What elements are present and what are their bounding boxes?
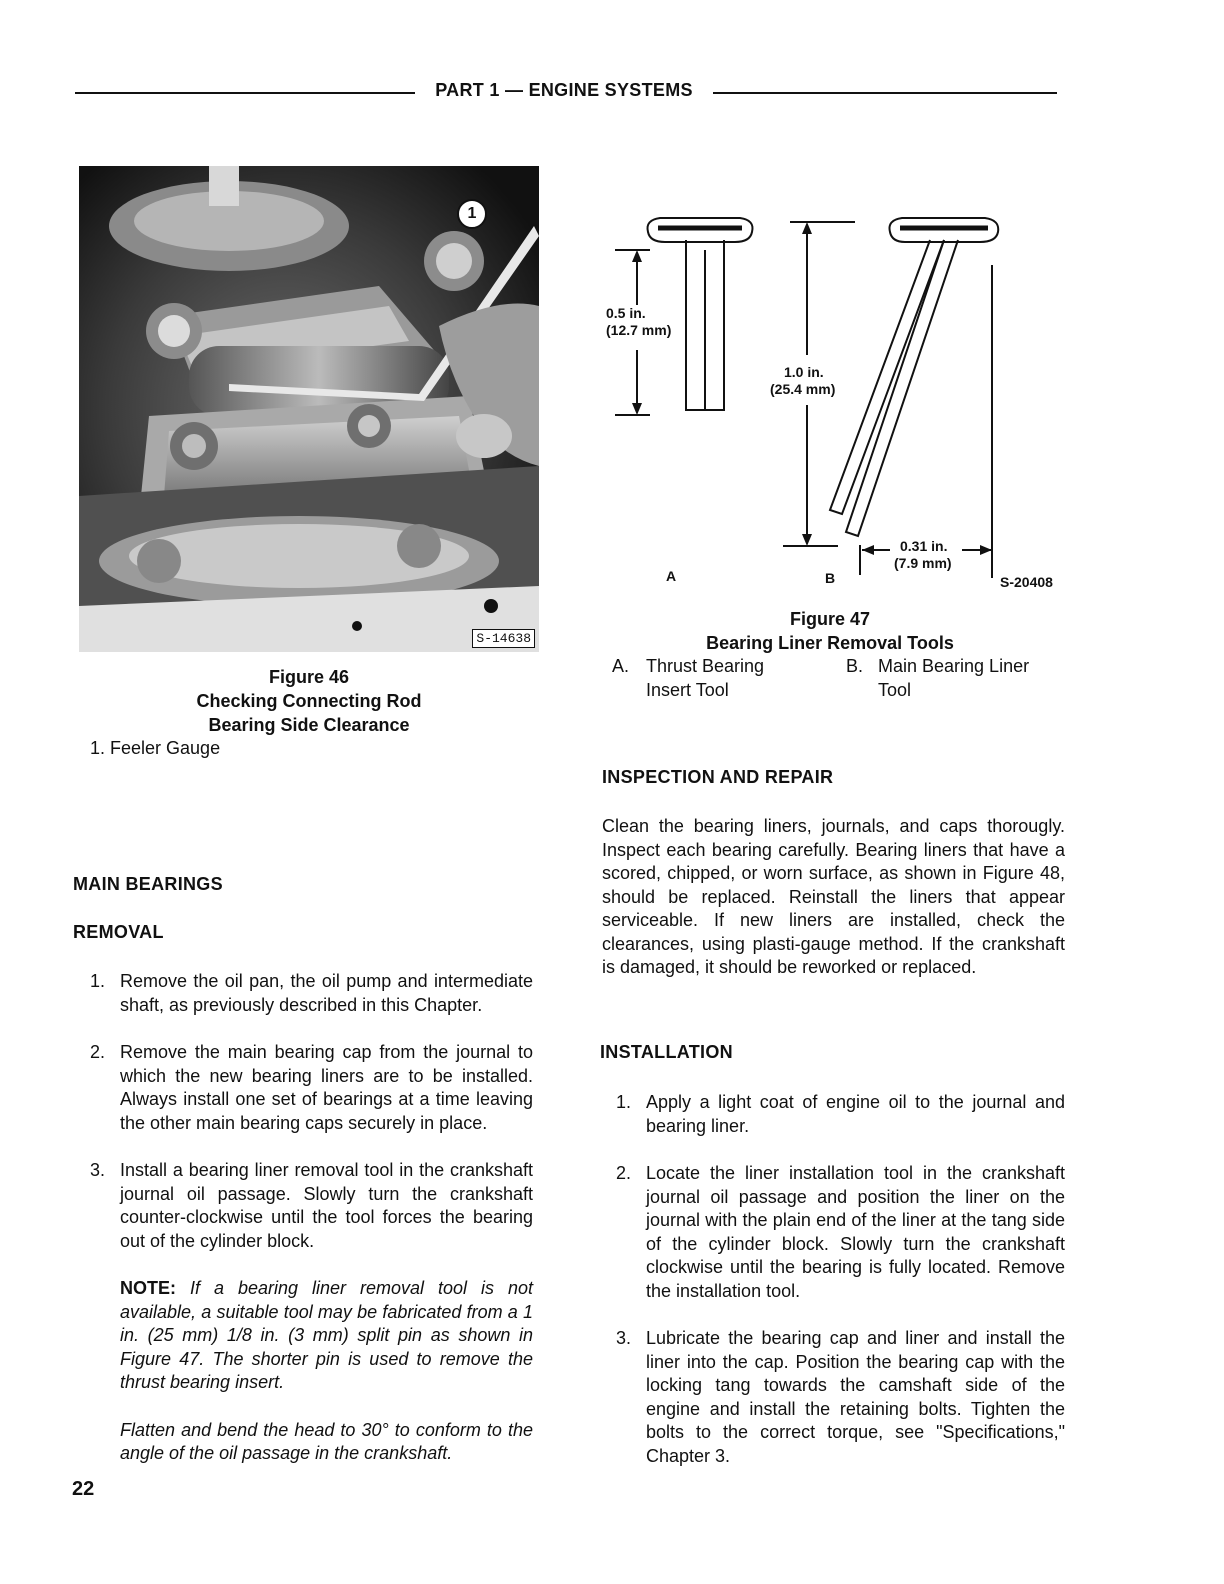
dimension-c-mm: (7.9 mm) — [894, 555, 952, 571]
removal-step-2 — [90, 1041, 533, 1135]
figure-46-photo — [79, 166, 539, 652]
legend-b-line1: Main Bearing Liner — [878, 656, 1030, 676]
legend-b-line2: Tool — [878, 680, 912, 700]
legend-a-line2: Insert Tool — [646, 680, 729, 700]
legend-b-letter: B. — [846, 656, 864, 676]
heading-main-bearings: MAIN BEARINGS — [73, 874, 223, 894]
removal-step-1-text: Remove the oil pan, the oil pump and intermediate shaft, as previously described in this Chapter. — [120, 971, 533, 1015]
installation-step-1-number: 1. — [616, 1092, 632, 1112]
installation-step-1 — [616, 1091, 1065, 1138]
figure-46-caption — [79, 665, 539, 737]
installation-step-2 — [616, 1162, 1065, 1303]
note-text: If a bearing liner removal tool is not available, a suitable tool may be fabricated from a 1 in. (25 mm) 1/8 in. (3 mm) split pin as shown in Figure 47. The shorter pin is used to remove the thrust bearing insert. — [120, 1278, 533, 1392]
header-title: PART 1 — ENGINE SYSTEMS — [435, 80, 693, 100]
figure-47-number: Figure 47 — [789, 609, 871, 629]
dimension-a-mm: (12.7 mm) — [606, 322, 672, 338]
removal-step-2-text: Remove the main bearing cap from the journal to which the new bearing liners are to be installed. Always install one set of bearings at a time leaving the other main bearing caps securely in place. — [120, 1042, 533, 1133]
figure-47-title: Bearing Liner Removal Tools — [706, 633, 954, 653]
figure-46-title-line1: Checking Connecting Rod — [196, 691, 422, 711]
note-text-2: Flatten and bend the head to 30° to conform to the angle of the oil passage in the crankshaft. — [120, 1419, 533, 1463]
removal-step-1 — [90, 970, 533, 1017]
installation-step-1-text: Apply a light coat of engine oil to the journal and bearing liner. — [646, 1092, 1065, 1136]
removal-step-2-number: 2. — [90, 1042, 106, 1062]
dimension-a-label — [606, 305, 671, 339]
drawing-47-id-label: S-20408 — [1000, 574, 1053, 590]
installation-steps — [616, 1091, 1065, 1468]
tool-b-label: B — [825, 570, 836, 586]
note-paragraph — [90, 1277, 533, 1395]
dimension-b-label — [770, 364, 835, 398]
removal-step-3-text: Install a bearing liner removal tool in the crankshaft journal oil passage. Slowly turn the crankshaft counter-clockwise until the tool forces the bearing out of the cylinder block. — [120, 1160, 533, 1251]
dimension-c-inches: 0.31 in. — [900, 538, 948, 554]
figure-47-drawing — [600, 210, 1070, 595]
page-number: 22 — [72, 1478, 95, 1500]
figure-46-title-line2: Bearing Side Clearance — [208, 715, 410, 735]
removal-step-1-number: 1. — [90, 971, 106, 991]
engine-bearing-photo-illustration — [79, 166, 539, 652]
installation-step-2-number: 2. — [616, 1163, 632, 1183]
dimension-b-mm: (25.4 mm) — [770, 381, 836, 397]
installation-step-3-number: 3. — [616, 1328, 632, 1348]
running-header — [75, 80, 1057, 104]
callout-1-marker — [457, 199, 487, 229]
header-rule-right — [713, 92, 1057, 94]
dimension-b-inches: 1.0 in. — [784, 364, 824, 380]
note-label: NOTE: — [120, 1278, 176, 1298]
removal-step-3-number: 3. — [90, 1160, 106, 1180]
removal-steps — [90, 970, 533, 1466]
installation-step-2-text: Locate the liner installation tool in the crankshaft journal oil passage and position the liner on the journal with the plain end of the liner at the tang side of the cylinder block. Slowly turn the crankshaft clockwise until the bearing is fully located. Remove the installation tool. — [646, 1163, 1065, 1301]
figure-47-caption — [610, 607, 1050, 655]
legend-a-letter: A. — [612, 656, 630, 676]
header-rule-left — [75, 92, 415, 94]
dimension-c-label — [894, 538, 952, 572]
removal-step-3 — [90, 1159, 533, 1253]
tool-a-label: A — [666, 568, 677, 584]
installation-step-3-text: Lubricate the bearing cap and liner and install the liner into the cap. Position the bearing cap with the locking tang towards the camshaft side of the engine and install the retaining bolts. Tighten the bolts to the correct torque, see "Specifications," Chapter 3. — [646, 1328, 1065, 1466]
figure-46-legend: 1. Feeler Gauge — [90, 738, 221, 758]
dimension-a-inches: 0.5 in. — [606, 305, 646, 321]
callout-1-label: 1 — [467, 205, 477, 222]
legend-a-line1: Thrust Bearing — [646, 656, 765, 676]
heading-inspection-repair: INSPECTION AND REPAIR — [602, 767, 834, 787]
inspection-paragraph: Clean the bearing liners, journals, and caps thorougly. Inspect each bearing carefully. Bearing liners that have a scored, chipped, or worn surface, as shown in Figure 48, should be replaced. Reinstall the liners that appear serviceable. If new liners are installed, check the clearances, using plasti-gauge method. If the crankshaft is damaged, it should be reworked or replaced. — [602, 816, 1065, 977]
installation-step-3 — [616, 1327, 1065, 1468]
figure-46-number: Figure 46 — [268, 667, 350, 687]
heading-removal: REMOVAL — [73, 922, 164, 942]
photo-46-id-label: S-14638 — [472, 629, 535, 648]
heading-installation: INSTALLATION — [600, 1042, 733, 1062]
